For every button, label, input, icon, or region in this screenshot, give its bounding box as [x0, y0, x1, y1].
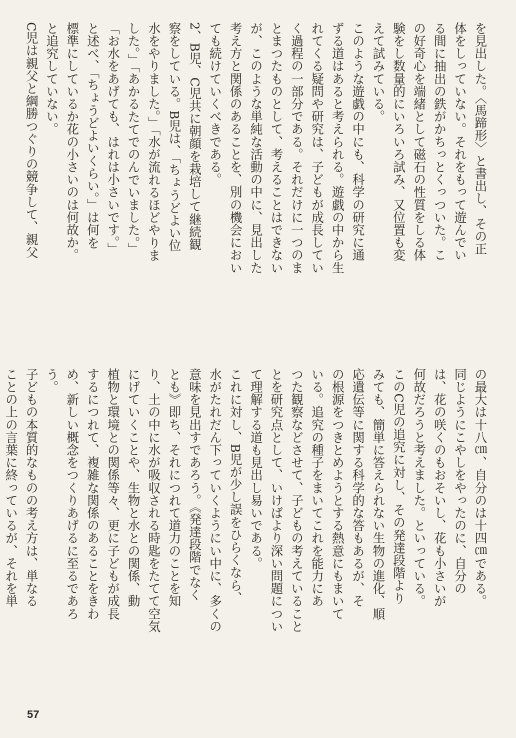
upper-text-block: を見出した。〈馬蹄形〉と書出し、その正 体をしっていない。それをもって遊んでい る間に抽出の鉄がかちっとくっついた。こ の好奇心を端緒として磁石の性質をしる体 験をし数量的にいろいろ試み、又位置も変 えて試みている。 このような遊戯の中にも、科学の研究に通 ずる道はあると考えられる。遊戯の中から生 れてくる疑問や研究は、子どもが成長してい く過程の一部分である。それだけに一つのま とまつたものとして、考えることはできない が、このような単純な活動の中に、見出した 考え方と関係のあることを、別の機会におい ても続けていくべきである。 2、B児、C児共に朝顔を栽培して継続観 察をしている。B児は、「ちょうどよい位 水をやりました。」「水が流れるほどやりま した。」「あかるたてでのんでいました。」 「お水をあげても、はれは小さいです。」 と述べ、「ちょうどよいくらい。」は何を 標準にしているか花の小さいのは何故か。 と追究していない。 C児は親父と綱勝つぐりの競争して、親父 [24, 22, 488, 274]
lower-text-block: の最大は十八㎝、自分のは十四㎝である。 同じようにこやしをやったのに、自分の は、花の咲くのもおそいし、花も小さいが 何故だろうと考えました。といっている。 このC児の追究に対し、その発達段階より みても、簡単に答えられない生物の進化、順 応遺伝等に関する科学的な答もあるが、そ の根源をつきとめようとする熱意にもまいて いる。追究の種子をまいてこれを能力にあ つた観察などさせて、子どもの考えていること とを研究点として、いけばより深い問題につい て理解する道も見出し易いである。 これに対し、B児が少し誤をひらくなら、 水がたれだん下っていくようにい中に、多くの 意味を見出すであろう。《発達段階でなく とも》即ち、それにつれて道力のことを知 り、土の中に水が吸収される時匙をたてて空気 にげていくことや、生物と水との関係、動 植物と環境との関係等々、更に子どもが成長 するにつれて、複雑な関係のあることをきわ め、新しい概念をつくりあげるに至るであろ う。 子どもの本質的なものの考え方は、単なる ことの上の言葉に終っているが、それを単 [3, 368, 488, 633]
page-number: 57 [27, 709, 40, 721]
